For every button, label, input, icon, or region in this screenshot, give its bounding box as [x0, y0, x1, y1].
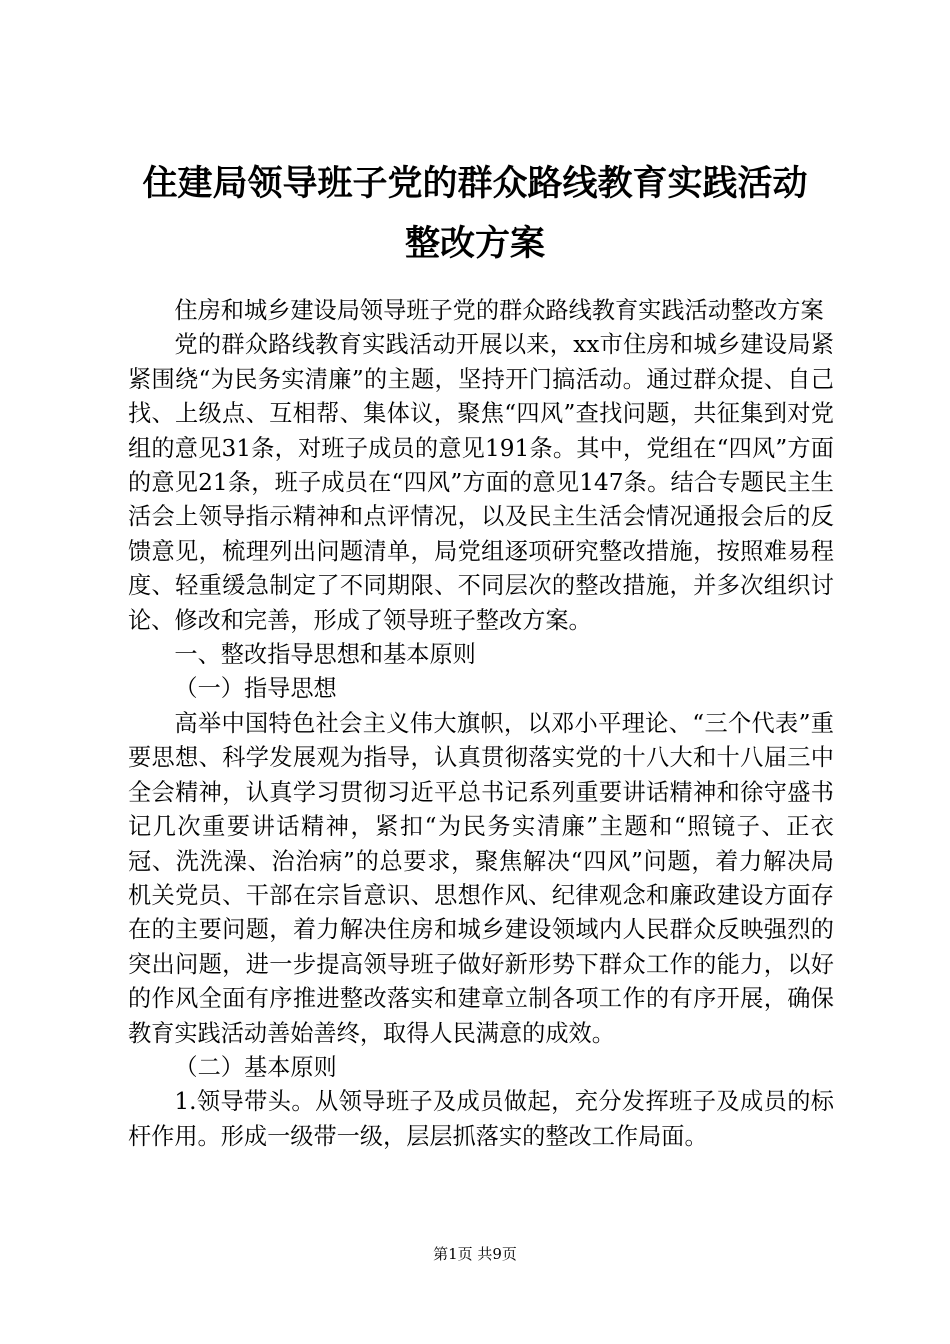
subsection-heading: （二）基本原则: [174, 1053, 337, 1081]
guiding-thought-paragraph: 高举中国特色社会主义伟大旗帜，以邓小平理论、“三个代表”重要思想、科学发展观为指导，认真贯彻落实党的十八大和十八届三中全会精神，认真学习贯彻习近平总书记系列重要讲话精神和徐守盛书记几次重要讲话精神，紧扣“为民务实清廉”主题和“照镜子、正衣冠、洗洗澡、治治病”的总要求，聚焦解决“四风”问题，着力解决局机关党员、干部在宗旨意识、思想作风、纪律观念和廉政建设方面存在的主要问题，着力解决住房和城乡建设领域内人民群众反映强烈的突出问题，进一步提高领导班子做好新形势下群众工作的能力，以好的作风全面有序推进整改落实和建章立制各项工作的有序开展，确保教育实践活动善始善终，取得人民满意的成效。: [128, 709, 834, 1047]
subtitle-paragraph: 住房和城乡建设局领导班子党的群众路线教育实践活动整改方案: [174, 297, 824, 324]
page-footer: 第1页 共9页: [433, 1245, 517, 1263]
section-heading: 一、整改指导思想和基本原则: [174, 641, 476, 669]
subsection-heading: （一）指导思想: [174, 675, 337, 703]
document-title: 住建局领导班子党的群众路线教育实践活动整改方案: [142, 164, 808, 264]
principle-paragraph: 1.领导带头。从领导班子及成员做起，充分发挥班子及成员的标杆作用。形成一级带一级，层层抓落实的整改工作局面。: [128, 1088, 834, 1150]
document-body: [128, 294, 834, 1154]
intro-paragraph: 党的群众路线教育实践活动开展以来，xx市住房和城乡建设局紧紧围绕“为民务实清廉”的主题，坚持开门搞活动。通过群众提、自己找、上级点、互相帮、集体议，聚焦“四风”查找问题，共征集到对党组的意见31条，对班子成员的意见191条。其中，党组在“四风”方面的意见21条，班子成员在“四风”方面的意见147条。结合专题民主生活会上领导指示精神和点评情况，以及民主生活会情况通报会后的反馈意见，梳理列出问题清单，局党组逐项研究整改措施，按照难易程度、轻重缓急制定了不同期限、不同层次的整改措施，并多次组织讨论、修改和完善，形成了领导班子整改方案。: [128, 331, 834, 634]
